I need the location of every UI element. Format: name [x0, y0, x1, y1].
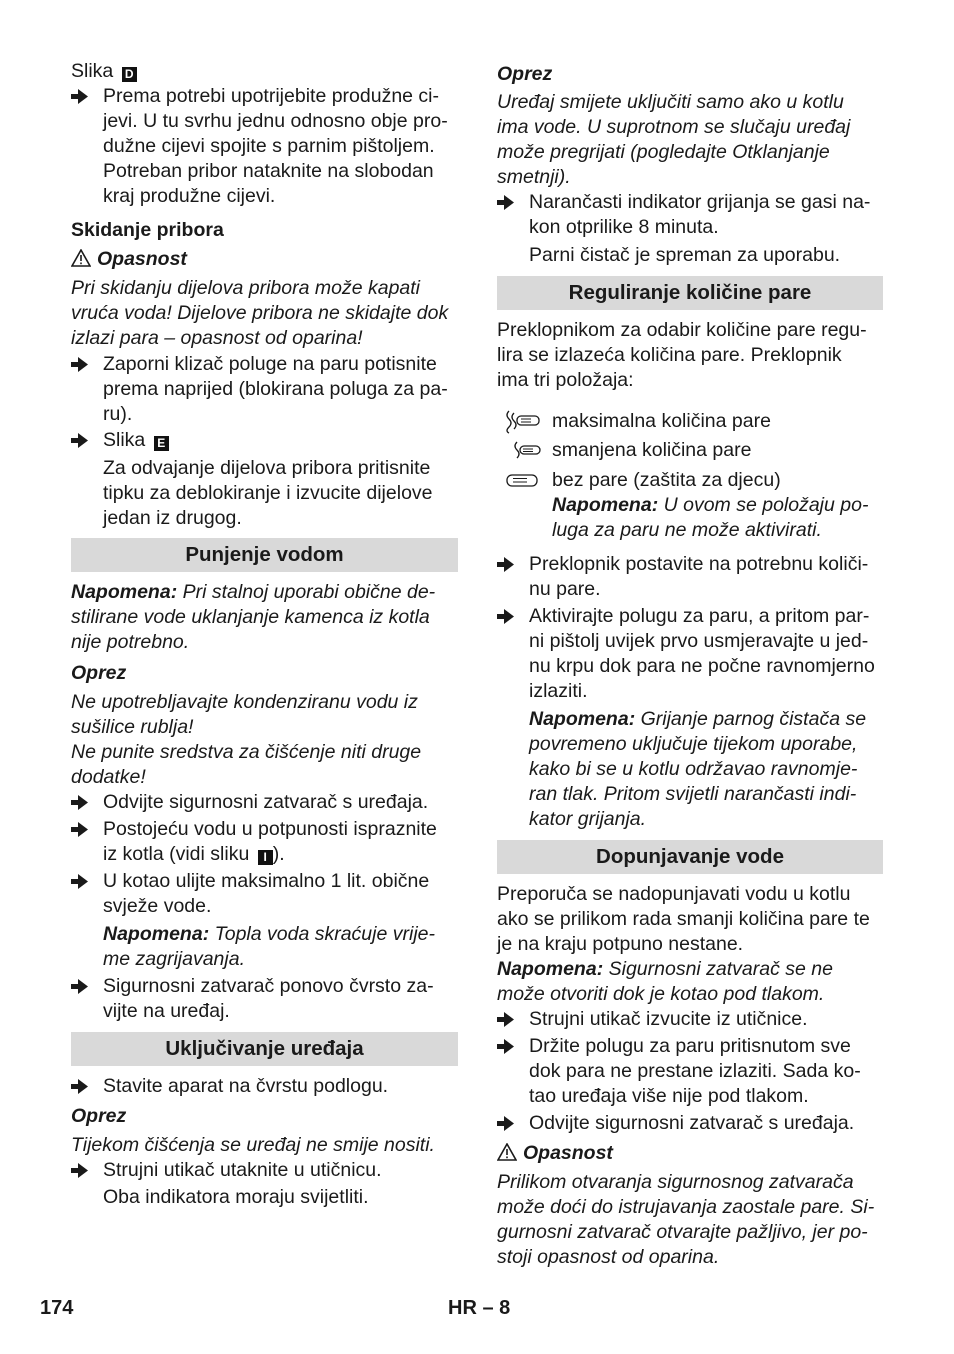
caution-text: sušilice rublja!	[71, 716, 194, 738]
note-text: Napomena: U ovom se položaju po-	[552, 494, 869, 516]
bullet-text: Sigurnosni zatvarač ponovo čvrsto za-	[103, 975, 434, 997]
bullet-text: nu krpu dok para ne počne ravnomjerno	[529, 655, 875, 677]
arrow-bullet-icon	[71, 1074, 95, 1099]
note-text: Napomena: Grijanje parnog čistača se	[529, 708, 867, 730]
body-text: ako se prilikom rada smanji količina pare te	[497, 908, 870, 930]
bullet-text: Za odvajanje dijelova pribora pritisnite	[103, 457, 431, 479]
bullet-text: izlaziti.	[529, 680, 588, 702]
danger-text: Prilikom otvaranja sigurnosnog zatvarača	[497, 1171, 854, 1193]
steam-max-icon	[503, 409, 543, 434]
bullet-text: Prema potrebi upotrijebite produžne ci-	[103, 85, 440, 107]
danger-text: stoji opasnost od oparina.	[497, 1246, 720, 1268]
figure-reference: Slika D	[71, 59, 137, 84]
bullet-text: svježe vode.	[103, 895, 212, 917]
steam-reduced-icon	[503, 438, 543, 463]
arrow-bullet-icon	[71, 817, 95, 842]
page-number: 174	[40, 1297, 74, 1319]
warning-triangle-icon	[497, 1143, 517, 1161]
bullet-text: dok para ne prestane izlaziti. Sada ko-	[529, 1060, 861, 1082]
figure-e-badge: E	[154, 436, 169, 451]
arrow-bullet-icon	[497, 1007, 521, 1032]
section-heading-punjenje: Punjenje vodom	[71, 538, 458, 572]
bullet-text: Postojeću vodu u potpunosti ispraznite	[103, 818, 437, 840]
caution-text: može pregrijati (pogledajte Otklanjanje	[497, 141, 830, 163]
arrow-bullet-icon	[71, 974, 95, 999]
bullet-text: tipku za deblokiranje i izvucite dijelove	[103, 482, 433, 504]
caution-text: dodatke!	[71, 766, 146, 788]
note-text: kako bi se u kotlu održavao ravnomje-	[529, 758, 858, 780]
body-text: lira se izlazeća količina pare. Preklopnik	[497, 344, 842, 366]
bullet-text: iz kotla (vidi sliku I ).	[103, 843, 285, 865]
bullet-text: Zaporni klizač poluge na paru potisnite	[103, 353, 437, 375]
note-text: nije potrebno.	[71, 631, 190, 653]
arrow-bullet-icon	[71, 790, 95, 815]
arrow-bullet-icon	[497, 552, 521, 577]
section-heading-ukljucivanje: Uključivanje uređaja	[71, 1032, 458, 1066]
caution-label: Oprez	[71, 1105, 127, 1127]
figure-reference: Slika E	[103, 428, 169, 453]
bullet-text: Preklopnik postavite na potrebnu količi-	[529, 553, 869, 575]
body-text: ima tri položaja:	[497, 369, 634, 391]
danger-text: gurnosni zatvarač otvarajte pažljivo, jer po-	[497, 1221, 868, 1243]
note-text: Napomena: Topla voda skraćuje vrije-	[103, 923, 435, 945]
figure-d-badge: D	[122, 67, 137, 82]
section-page-label: HR – 8	[448, 1297, 511, 1319]
subheading-skidanje: Skidanje pribora	[71, 219, 224, 241]
arrow-bullet-icon	[497, 190, 521, 215]
arrow-bullet-icon	[71, 352, 95, 377]
bullet-text: Aktivirajte polugu za paru, a pritom par-	[529, 605, 870, 627]
bullet-text: Oba indikatora moraju svijetliti.	[103, 1186, 369, 1208]
steam-off-icon	[503, 468, 543, 493]
caution-text: Uređaj smijete uključiti samo ako u kotlu	[497, 91, 844, 113]
note-text: Napomena: Sigurnosni zatvarač se ne	[497, 958, 833, 980]
arrow-bullet-icon	[71, 1158, 95, 1183]
note-text: stilirane vode uklanjanje kamenca iz kotla	[71, 606, 430, 628]
steam-setting-label: smanjena količina pare	[552, 439, 752, 461]
bullet-text: tao uređaja više nije pod tlakom.	[529, 1085, 809, 1107]
bullet-text: nu pare.	[529, 578, 601, 600]
steam-setting-label: bez pare (zaštita za djecu)	[552, 469, 781, 491]
section-heading-dopunjavanje: Dopunjavanje vode	[497, 840, 883, 874]
caution-label: Oprez	[71, 662, 127, 684]
bullet-text: Parni čistač je spreman za uporabu.	[529, 244, 841, 266]
warning-triangle-icon	[71, 249, 91, 267]
bullet-text: Odvijte sigurnosni zatvarač s uređaja.	[529, 1112, 855, 1134]
caution-text: Ne upotrebljavajte kondenziranu vodu iz	[71, 691, 418, 713]
bullet-text: Potreban pribor nataknite na slobodan	[103, 160, 434, 182]
caution-text: Tijekom čišćenja se uređaj ne smije nositi.	[71, 1134, 435, 1156]
arrow-bullet-icon	[497, 604, 521, 629]
figure-i-badge: I	[258, 850, 273, 865]
section-heading-reguliranje: Reguliranje količine pare	[497, 276, 883, 310]
danger-text: Pri skidanju dijelova pribora može kapati	[71, 277, 421, 299]
danger-text: izlazi para – opasnost od oparina!	[71, 327, 363, 349]
bullet-text: jedan iz drugog.	[103, 507, 242, 529]
bullet-text: Odvijte sigurnosni zatvarač s uređaja.	[103, 791, 429, 813]
arrow-bullet-icon	[497, 1111, 521, 1136]
note-text: me zagrijavanja.	[103, 948, 245, 970]
bullet-text: Strujni utikač izvucite iz utičnice.	[529, 1008, 808, 1030]
arrow-bullet-icon	[71, 428, 95, 453]
caution-text: ima vode. U suprotnom se slučaju uređaj	[497, 116, 851, 138]
note-text: može otvoriti dok je kotao pod tlakom.	[497, 983, 825, 1005]
bullet-text: Strujni utikač utaknite u utičnicu.	[103, 1159, 382, 1181]
bullet-text: prema naprijed (blokirana poluga za pa-	[103, 378, 448, 400]
caution-label: Oprez	[497, 63, 553, 85]
arrow-bullet-icon	[497, 1034, 521, 1059]
bullet-text: Stavite aparat na čvrstu podlogu.	[103, 1075, 389, 1097]
bullet-text: U kotao ulijte maksimalno 1 lit. obične	[103, 870, 430, 892]
steam-setting-label: maksimalna količina pare	[552, 410, 771, 432]
danger-text: može doći do istrujavanja zaostale pare. Si-	[497, 1196, 875, 1218]
bullet-text: Narančasti indikator grijanja se gasi na-	[529, 191, 871, 213]
body-text: Preporuča se nadopunjavati vodu u kotlu	[497, 883, 851, 905]
bullet-text: vijte na uređaj.	[103, 1000, 230, 1022]
body-text: je na kraju potpuno nestane.	[497, 933, 744, 955]
note-text: luga za paru ne može aktivirati.	[552, 519, 822, 541]
danger-label: Opasnost	[71, 247, 187, 272]
arrow-bullet-icon	[71, 84, 95, 109]
note-text: Napomena: Pri stalnoj uporabi obične de-	[71, 581, 436, 603]
bullet-text: ru).	[103, 403, 133, 425]
caution-text: Ne punite sredstva za čišćenje niti druge	[71, 741, 422, 763]
bullet-text: kon otprilike 8 minuta.	[529, 216, 719, 238]
caution-text: smetnji).	[497, 166, 571, 188]
danger-label: Opasnost	[497, 1141, 613, 1166]
bullet-text: jevi. U tu svrhu jednu odnosno obje pro-	[103, 110, 448, 132]
note-text: ran tlak. Pritom svijetli narančasti indi-	[529, 783, 857, 805]
bullet-text: dužne cijevi spojite s parnim pištoljem.	[103, 135, 435, 157]
arrow-bullet-icon	[71, 869, 95, 894]
note-text: povremeno uključuje tijekom uporabe,	[529, 733, 858, 755]
danger-text: vruća voda! Dijelove pribora ne skidajte dok	[71, 302, 449, 324]
bullet-text: kraj produžne cijevi.	[103, 185, 276, 207]
note-text: kator grijanja.	[529, 808, 647, 830]
body-text: Preklopnikom za odabir količine pare regu-	[497, 319, 867, 341]
bullet-text: ni pištolj uvijek prvo usmjeravajte u jed-	[529, 630, 869, 652]
bullet-text: Držite polugu za paru pritisnutom sve	[529, 1035, 851, 1057]
